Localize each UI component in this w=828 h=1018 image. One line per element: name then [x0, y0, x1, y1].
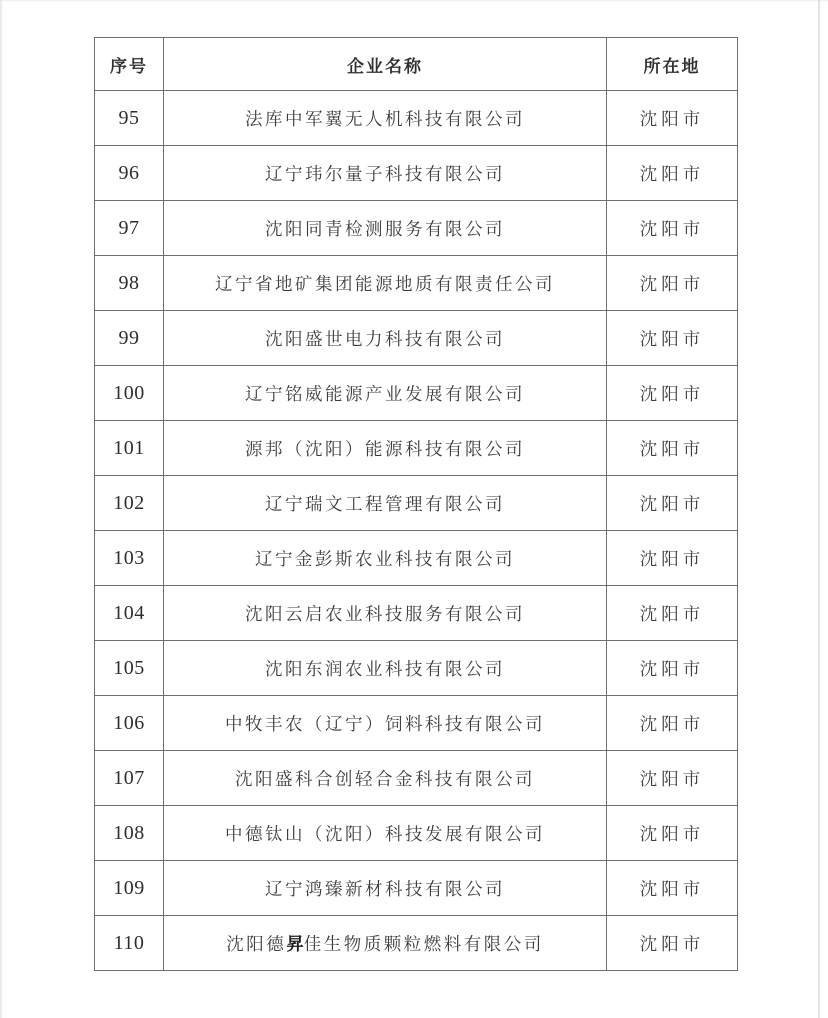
table-header: [95, 38, 738, 91]
row-number-cell: 103: [95, 531, 164, 586]
scan-edge-left: [0, 0, 3, 1018]
company-name-text: 辽宁玮尔量子科技有限公司: [265, 163, 505, 184]
table-body: [95, 91, 738, 971]
row-number-cell: 101: [95, 421, 164, 476]
table-row: [95, 916, 738, 971]
table-row: [95, 421, 738, 476]
location-cell: 沈阳市: [607, 146, 738, 201]
row-number-cell: 95: [95, 91, 164, 146]
location-cell: 沈阳市: [607, 256, 738, 311]
location-cell: 沈阳市: [607, 531, 738, 586]
row-number-cell: 96: [95, 146, 164, 201]
table-row: [95, 311, 738, 366]
table-row: [95, 861, 738, 916]
location-cell: 沈阳市: [607, 476, 738, 531]
company-name-text: 沈阳盛世电力科技有限公司: [265, 328, 505, 349]
table-row: [95, 256, 738, 311]
table-row: [95, 806, 738, 861]
company-name-text: 辽宁鸿臻新材科技有限公司: [265, 878, 505, 899]
company-name-cell: [164, 91, 607, 146]
table-row: [95, 641, 738, 696]
company-name-text: 法库中军翼无人机科技有限公司: [245, 108, 525, 129]
company-name-cell: [164, 861, 607, 916]
col-header-serial-number: 序号: [95, 38, 164, 91]
location-cell: 沈阳市: [607, 641, 738, 696]
company-name-cell: [164, 806, 607, 861]
company-name-text: 沈阳东润农业科技有限公司: [265, 658, 505, 679]
col-header-company-name: 企业名称: [164, 38, 607, 91]
row-number-cell: 97: [95, 201, 164, 256]
company-name-cell: [164, 641, 607, 696]
table-row: [95, 531, 738, 586]
row-number-cell: 107: [95, 751, 164, 806]
company-name-cell: [164, 531, 607, 586]
location-cell: 沈阳市: [607, 751, 738, 806]
company-name-text: 沈阳德: [226, 933, 287, 954]
table-row: [95, 696, 738, 751]
company-name-text: 佳生物质颗粒燃料有限公司: [303, 933, 544, 954]
location-cell: 沈阳市: [607, 91, 738, 146]
row-number-cell: 109: [95, 861, 164, 916]
company-name-cell: [164, 476, 607, 531]
table-row: [95, 146, 738, 201]
table-row: [95, 476, 738, 531]
location-cell: 沈阳市: [607, 861, 738, 916]
company-name-cell: [164, 916, 607, 971]
row-number-cell: 100: [95, 366, 164, 421]
location-cell: 沈阳市: [607, 421, 738, 476]
company-name-text: 辽宁省地矿集团能源地质有限责任公司: [215, 273, 555, 294]
location-cell: 沈阳市: [607, 311, 738, 366]
company-name-text: 中牧丰农（辽宁）饲料科技有限公司: [225, 713, 545, 734]
company-name-cell: [164, 146, 607, 201]
company-name-text: 沈阳云启农业科技服务有限公司: [245, 603, 525, 624]
location-cell: 沈阳市: [607, 806, 738, 861]
header-row: [95, 38, 738, 91]
col-header-location: 所在地: [607, 38, 738, 91]
row-number-cell: 104: [95, 586, 164, 641]
location-cell: 沈阳市: [607, 366, 738, 421]
company-name-text: 辽宁金彭斯农业科技有限公司: [255, 548, 515, 569]
row-number-cell: 98: [95, 256, 164, 311]
company-list-table: [94, 37, 738, 971]
scan-edge-right: [818, 0, 820, 1018]
company-name-cell: [164, 696, 607, 751]
company-name-text: 辽宁铭威能源产业发展有限公司: [245, 383, 525, 404]
company-name-cell: [164, 256, 607, 311]
scan-edge-top: [0, 0, 828, 2]
table-row: [95, 751, 738, 806]
company-name-cell: [164, 201, 607, 256]
location-cell: 沈阳市: [607, 586, 738, 641]
company-name-text: 沈阳盛科合创轻合金科技有限公司: [235, 768, 535, 789]
row-number-cell: 105: [95, 641, 164, 696]
row-number-cell: 110: [95, 916, 164, 971]
company-name-cell: [164, 586, 607, 641]
company-name-text: 沈阳同青检测服务有限公司: [265, 218, 505, 239]
row-number-cell: 99: [95, 311, 164, 366]
location-cell: 沈阳市: [607, 916, 738, 971]
row-number-cell: 102: [95, 476, 164, 531]
company-name-text: 中德钛山（沈阳）科技发展有限公司: [225, 823, 545, 844]
company-name-cell: [164, 421, 607, 476]
company-name-cell: [164, 751, 607, 806]
company-name-cell: [164, 311, 607, 366]
company-name-cell: [164, 366, 607, 421]
row-number-cell: 108: [95, 806, 164, 861]
company-name-text: 源邦（沈阳）能源科技有限公司: [245, 438, 525, 459]
location-cell: 沈阳市: [607, 696, 738, 751]
table-row: [95, 91, 738, 146]
row-number-cell: 106: [95, 696, 164, 751]
table-row: [95, 201, 738, 256]
company-name-text: 昇: [286, 934, 304, 955]
location-cell: 沈阳市: [607, 201, 738, 256]
company-name-text: 辽宁瑞文工程管理有限公司: [265, 493, 505, 514]
table-row: [95, 366, 738, 421]
table-row: [95, 586, 738, 641]
